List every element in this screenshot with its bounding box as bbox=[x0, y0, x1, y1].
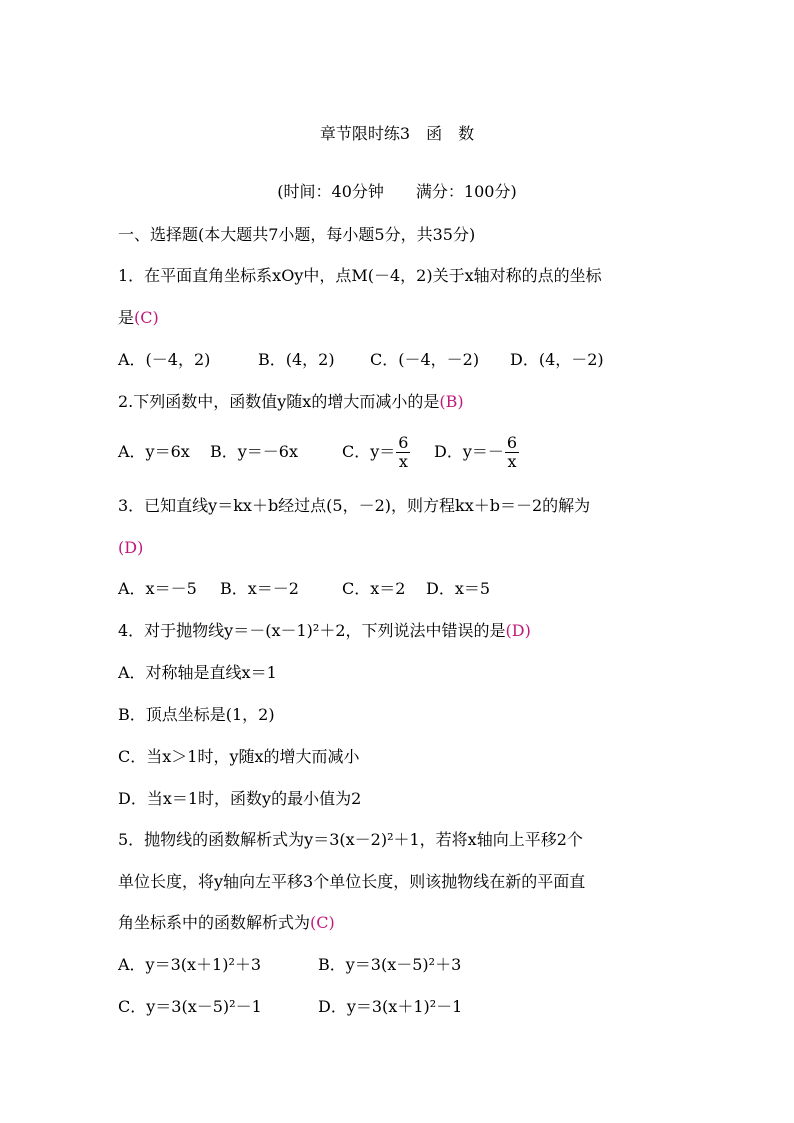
question-5-options-row-1 bbox=[118, 955, 461, 975]
question-2-options bbox=[118, 433, 520, 471]
question-4-option-c: C．当x＞1时，y随x的增大而减小 bbox=[118, 747, 360, 766]
question-2-answer: (B) bbox=[439, 392, 464, 411]
fraction-6-over-x bbox=[396, 434, 410, 471]
question-3-option-d: D．x＝5 bbox=[426, 579, 491, 598]
question-2-option-c bbox=[342, 433, 434, 471]
question-2-option-d-prefix: D．y＝－ bbox=[434, 442, 504, 461]
question-1-stem-end: 是 bbox=[118, 308, 135, 327]
question-1-answer: (C) bbox=[134, 308, 159, 327]
question-4-stem bbox=[118, 621, 531, 641]
question-1-stem-cont bbox=[118, 308, 159, 328]
question-2-stem bbox=[118, 392, 464, 412]
question-5-options-row-2 bbox=[118, 997, 462, 1017]
question-2-stem-text: 2.下列函数中，函数值y随x的增大而减小的是 bbox=[118, 392, 440, 411]
fraction-denominator: x bbox=[398, 452, 408, 471]
question-5-stem: 5．抛物线的函数解析式为y＝3(x－2)²＋1，若将x轴向上平移2个 bbox=[118, 830, 583, 849]
question-5-option-d: D．y＝3(x＋1)²－1 bbox=[318, 997, 463, 1016]
question-3-answer: (D) bbox=[118, 538, 144, 557]
question-2-option-b: B．y＝－6x bbox=[210, 442, 299, 461]
question-1-option-c: C．(－4，－2) bbox=[370, 350, 480, 369]
question-4-stem-text: 4．对于抛物线y＝－(x－1)²＋2，下列说法中错误的是 bbox=[118, 621, 506, 640]
fraction-denominator: x bbox=[507, 452, 517, 471]
question-5-stem-text: 角坐标系中的函数解析式为 bbox=[118, 913, 311, 932]
fraction-6-over-x bbox=[505, 434, 519, 471]
section-title: 一、选择题(本大题共7小题，每小题5分，共35分) bbox=[118, 225, 476, 244]
question-3-option-a: A．x＝－5 bbox=[118, 579, 197, 598]
question-5-answer: (C) bbox=[310, 913, 335, 932]
question-1-stem: 1．在平面直角坐标系xOy中，点M(－4，2)关于x轴对称的点的坐标 bbox=[118, 266, 602, 285]
question-4-option-d: D．当x＝1时，函数y的最小值为2 bbox=[118, 789, 362, 808]
question-2-option-c-prefix: C．y＝ bbox=[342, 442, 396, 461]
question-5-option-c: C．y＝3(x－5)²－1 bbox=[118, 997, 262, 1016]
question-4-option-b: B．顶点坐标是(1，2) bbox=[118, 705, 275, 724]
question-1-option-d: D．(4，－2) bbox=[510, 350, 604, 369]
question-3-answer-line bbox=[118, 538, 143, 558]
question-1-option-a: A．(－4，2) bbox=[118, 350, 211, 369]
question-1-option-b: B．(4，2) bbox=[258, 350, 335, 369]
page-subtitle: (时间：40分钟 满分：100分) bbox=[277, 182, 517, 201]
question-5-option-b: B．y＝3(x－5)²＋3 bbox=[318, 955, 462, 974]
question-4-option-a: A．对称轴是直线x＝1 bbox=[118, 663, 277, 682]
question-2-option-d bbox=[434, 433, 520, 471]
fraction-numerator: 6 bbox=[506, 433, 518, 452]
question-2-option-a: A．y＝6x bbox=[118, 442, 190, 461]
question-5-option-a: A．y＝3(x＋1)²＋3 bbox=[118, 955, 262, 974]
question-5-stem-cont: 单位长度，将y轴向左平移3个单位长度，则该抛物线在新的平面直 bbox=[118, 872, 586, 891]
question-3-option-c: C．x＝2 bbox=[342, 579, 406, 598]
question-3-option-b: B．x＝－2 bbox=[220, 579, 299, 598]
page-title: 章节限时练3 函 数 bbox=[319, 124, 475, 143]
question-3-options bbox=[118, 579, 490, 599]
question-1-options bbox=[118, 350, 604, 370]
question-3-stem: 3．已知直线y＝kx＋b经过点(5，－2)，则方程kx＋b＝－2的解为 bbox=[118, 496, 591, 515]
fraction-numerator: 6 bbox=[398, 433, 409, 452]
question-4-answer: (D) bbox=[505, 621, 531, 640]
question-5-stem-end bbox=[118, 913, 335, 933]
